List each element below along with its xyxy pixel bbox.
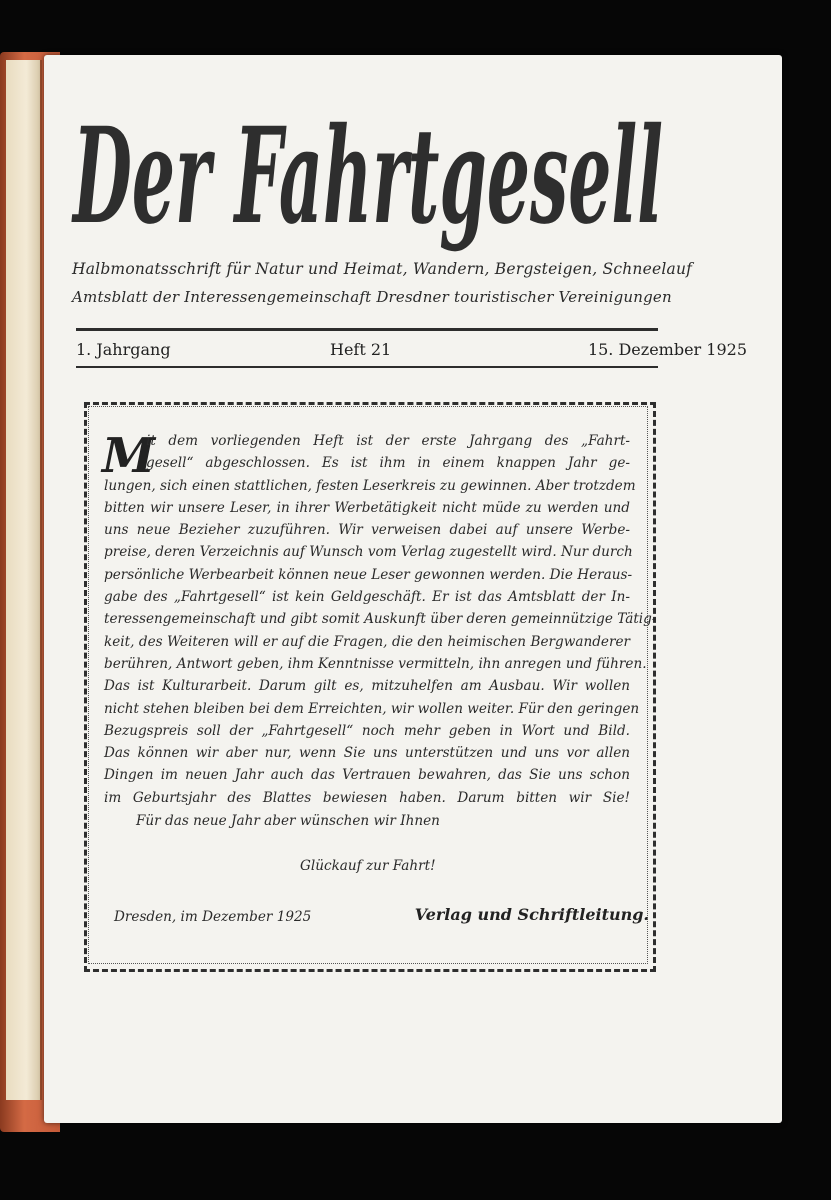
letter-line: bitten wir unsere Leser, in ihrer Werbetätigkeit nicht müde zu werden und <box>104 499 630 516</box>
masthead-title <box>68 72 668 262</box>
letter-wish: Für das neue Jahr aber wünschen wir Ihnen <box>136 813 440 829</box>
letter-line: Bezugspreis soll der „Fahrtgesell“ noch mehr geben in Wort und Bild. <box>104 722 630 739</box>
letter-line: persönliche Werbearbeit können neue Leser gewonnen werden. Die Heraus- <box>104 566 633 583</box>
book-page-edges <box>6 60 42 1100</box>
header-rule-top <box>76 328 658 331</box>
masthead-subtitle-2: Amtsblatt der Interessengemeinschaft Dresdner touristischer Vereinigungen <box>72 288 672 306</box>
letter-greeting: Glückauf zur Fahrt! <box>300 858 436 874</box>
letter-line: Das können wir aber nur, wenn Sie uns unterstützen und uns vor allen <box>104 745 630 762</box>
masthead-title-text: Der Fahrtgesell <box>70 99 664 254</box>
letter-place-date: Dresden, im Dezember 1925 <box>114 909 312 925</box>
letter-line: gabe des „Fahrtgesell“ ist kein Geldgeschäft. Er ist das Amtsblatt der In- <box>104 589 630 606</box>
issue-volume: 1. Jahrgang <box>76 340 171 359</box>
header-rule-bottom <box>76 366 658 368</box>
letter-line: keit, des Weiteren will er auf die Fragen, die den heimischen Bergwanderer <box>104 633 630 650</box>
letter-line: Dingen im neuen Jahr auch das Vertrauen bewahren, das Sie uns schon <box>104 767 630 784</box>
letter-line: preise, deren Verzeichnis auf Wunsch vom Verlag zugestellt wird. Nur durch <box>104 544 633 561</box>
letter-line: im Geburtsjahr des Blattes bewiesen haben. Darum bitten wir Sie! <box>104 789 630 806</box>
letter-line: gesell“ abgeschlossen. Es ist ihm in einem knappen Jahr ge- <box>146 455 630 472</box>
letter-line: lungen, sich einen stattlichen, festen Leserkreis zu gewinnen. Aber trotzdem <box>104 477 636 494</box>
masthead-subtitle-1: Halbmonatsschrift für Natur und Heimat, Wandern, Bergsteigen, Schneelauf <box>72 260 693 278</box>
letter-dropcap: M <box>102 428 156 484</box>
issue-date: 15. Dezember 1925 <box>587 340 747 359</box>
letter-line: it dem vorliegenden Heft ist der erste Jahrgang des „Fahrt- <box>146 433 630 449</box>
letter-line: berühren, Antwort geben, ihm Kenntnisse vermitteln, ihn anregen und führen. <box>104 655 647 672</box>
letter-signature: Verlag und Schriftleitung. <box>414 905 649 924</box>
letter-body <box>104 430 657 809</box>
issue-number: Heft 21 <box>330 340 392 359</box>
letter-line: uns neue Bezieher zuzuführen. Wir verweisen dabei auf unsere Werbe- <box>104 522 630 539</box>
letter-line: Das ist Kulturarbeit. Darum gilt es, mitzuhelfen am Ausbau. Wir wollen <box>104 678 630 695</box>
letter-line: nicht stehen bleiben bei dem Erreichten, wir wollen weiter. Für den geringen <box>104 700 640 717</box>
letter-line: teressengemeinschaft und gibt somit Auskunft über deren gemeinnützige Tätig- <box>104 611 657 628</box>
